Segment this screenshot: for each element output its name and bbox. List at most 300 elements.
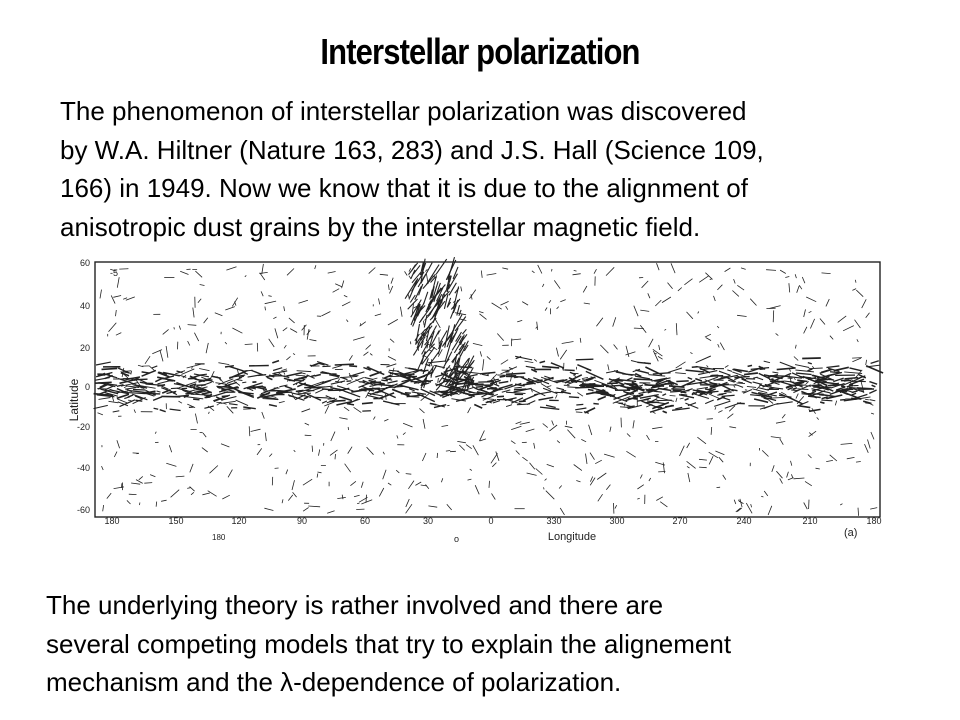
polarization-vector: [734, 377, 749, 378]
polarization-vector: [804, 309, 806, 317]
polarization-vector: [193, 399, 199, 400]
polarization-vector: [634, 328, 644, 329]
polarization-vector: [615, 505, 617, 508]
polarization-vector: [469, 375, 478, 377]
polarization-vector: [305, 423, 309, 425]
polarization-vector: [826, 299, 829, 306]
polarization-vector: [808, 369, 813, 371]
polarization-vector: [870, 400, 876, 401]
slide-title: Interstellar polarization: [320, 31, 640, 72]
polarization-vector: [387, 381, 397, 383]
polarization-vector: [830, 455, 837, 461]
polarization-vector: [652, 412, 655, 414]
polarization-vector: [517, 320, 522, 322]
polarization-vector: [327, 511, 334, 514]
polarization-vector: [722, 395, 735, 396]
polarization-vector: [367, 447, 374, 455]
polarization-vector: [457, 441, 466, 442]
polarization-vector: [171, 490, 180, 498]
polarization-vector: [134, 410, 135, 413]
polarization-vector: [858, 508, 859, 516]
polarization-vector: [403, 423, 412, 427]
polarization-vector: [544, 487, 545, 489]
polarization-vector: [500, 376, 506, 377]
polarization-vector: [303, 508, 309, 512]
polarization-vector: [328, 272, 336, 274]
y-tick-label: 20: [79, 343, 90, 353]
polarization-vector: [855, 320, 861, 328]
polarization-vector: [428, 506, 437, 507]
polarization-vector: [516, 422, 522, 424]
polarization-vector: [647, 435, 650, 440]
polarization-vector: [598, 494, 603, 501]
polarization-vector: [522, 302, 528, 306]
polarization-vector: [692, 393, 709, 398]
polarization-vector: [344, 295, 347, 297]
polarization-vector: [273, 368, 282, 371]
polarization-vector: [319, 449, 320, 455]
polarization-vector: [257, 448, 262, 455]
polarization-vector: [737, 315, 747, 316]
polarization-vector: [648, 375, 665, 377]
polarization-vector: [644, 398, 651, 400]
polarization-vector: [364, 377, 373, 379]
polarization-vector: [725, 268, 731, 272]
polarization-vector: [302, 409, 311, 412]
polarization-vector: [379, 488, 384, 496]
polarization-vector: [752, 392, 758, 393]
polarization-vector: [409, 268, 411, 271]
polarization-vector: [537, 322, 538, 330]
polarization-map-figure: [50, 252, 890, 552]
polarization-vector: [732, 291, 739, 297]
polarization-vector: [199, 369, 209, 371]
polarization-vector: [614, 345, 618, 350]
polarization-vector: [275, 328, 278, 338]
polarization-vector: [607, 383, 618, 384]
polarization-vector: [637, 498, 639, 499]
polarization-vector: [637, 362, 651, 363]
polarization-vector: [375, 314, 381, 316]
polarization-vector: [163, 329, 169, 334]
polarization-vector: [711, 427, 712, 435]
polarization-vector: [795, 274, 796, 278]
intro-line-4: anisotropic dust grains by the interstellar magnetic field.: [60, 211, 701, 242]
polarization-vector: [805, 481, 812, 485]
polarization-vector: [442, 425, 449, 426]
polarization-vector: [215, 383, 227, 385]
polarization-vector: [685, 399, 689, 401]
polarization-vector: [608, 364, 609, 370]
polarization-vector: [265, 307, 266, 311]
polarization-vector: [747, 386, 756, 387]
polarization-vector: [210, 466, 218, 474]
polarization-vector: [606, 485, 610, 490]
outro-line-2: several competing models that try to explain the alignement: [46, 628, 732, 659]
polarization-vector: [799, 285, 802, 289]
polarization-vector: [403, 433, 406, 435]
polarization-vector: [262, 412, 265, 419]
polarization-vector: [575, 387, 594, 388]
polarization-vector: [720, 343, 724, 351]
polarization-vector: [506, 306, 508, 310]
polarization-vector: [699, 467, 707, 468]
polarization-vector: [267, 377, 273, 379]
polarization-vector: [557, 441, 560, 443]
polarization-vector: [840, 400, 845, 401]
polarization-vector: [856, 290, 863, 297]
polarization-vector: [321, 312, 330, 317]
polarization-vector: [270, 396, 276, 398]
polarization-vector: [710, 279, 712, 280]
polarization-vector: [499, 382, 509, 384]
polarization-vector: [785, 277, 789, 278]
polarization-vector: [580, 338, 581, 343]
polarization-vector: [576, 412, 583, 413]
y-tick-label: -40: [76, 463, 90, 473]
polarization-vector: [180, 271, 188, 274]
polarization-vector: [511, 441, 515, 444]
polarization-vector: [437, 453, 438, 458]
polarization-vector: [261, 291, 263, 296]
polarization-vector: [315, 265, 316, 269]
polarization-vector: [154, 408, 159, 409]
polarization-vector: [782, 414, 785, 418]
polarization-vector: [139, 476, 143, 479]
polarization-vector: [223, 403, 226, 404]
polarization-vector: [459, 310, 461, 316]
polarization-vector: [342, 281, 344, 289]
polarization-vector: [322, 401, 327, 403]
polarization-vector: [286, 470, 288, 475]
polarization-vector: [350, 481, 356, 485]
polarization-vector: [117, 440, 120, 448]
x-tick-label: 240: [736, 516, 752, 526]
polarization-vector: [606, 267, 614, 275]
polarization-vector: [274, 371, 288, 373]
polarization-vector: [95, 382, 112, 383]
polarization-vector: [497, 375, 516, 376]
x-tick-label: 0: [488, 516, 494, 526]
polarization-vector: [366, 345, 371, 350]
polarization-vector: [480, 351, 481, 356]
polarization-vector: [318, 472, 322, 473]
polarization-vector: [562, 382, 571, 383]
polarization-vector: [627, 434, 630, 437]
polarization-vector: [804, 327, 807, 334]
polarization-vector: [506, 405, 512, 407]
polarization-vector: [514, 387, 522, 388]
polarization-vector: [269, 454, 272, 457]
polarization-vector: [158, 381, 170, 384]
polarization-vector: [797, 286, 799, 293]
polarization-vector: [804, 503, 808, 510]
polarization-vector: [370, 354, 372, 356]
polarization-vector: [676, 323, 677, 335]
polarization-vector: [502, 268, 508, 269]
polarization-vector: [633, 420, 634, 428]
polarization-vector: [102, 466, 104, 470]
polarization-vector: [718, 411, 722, 413]
polarization-vector: [582, 377, 588, 378]
polarization-vector: [795, 370, 814, 372]
polarization-vector: [808, 396, 821, 397]
polarization-vector: [286, 356, 290, 360]
polarization-vector: [626, 451, 635, 457]
polarization-vector: [212, 376, 221, 378]
polarization-vector: [423, 419, 425, 429]
polarization-vector: [157, 391, 161, 392]
polarization-vector: [527, 473, 537, 475]
polarization-vector: [373, 417, 375, 420]
polarization-vector: [662, 405, 672, 409]
polarization-vector: [850, 368, 862, 371]
polarization-vector: [539, 397, 554, 400]
polarization-vector: [652, 427, 662, 429]
polarization-vector: [520, 422, 530, 424]
polarization-vector: [301, 373, 306, 374]
polarization-vector: [714, 296, 716, 301]
polarization-vector: [211, 371, 215, 379]
polarization-vector: [794, 478, 805, 479]
polarization-vector: [663, 411, 667, 413]
polarization-vector: [812, 366, 814, 368]
polarization-vector: [385, 394, 386, 400]
polarization-vector: [791, 461, 792, 466]
polarization-vector: [202, 392, 212, 394]
polarization-vector: [272, 361, 279, 363]
polarization-vector: [653, 373, 671, 374]
polarization-vector: [624, 403, 625, 407]
polarization-vector: [640, 475, 642, 479]
polarization-vector: [483, 359, 484, 370]
polarization-vector: [545, 308, 547, 311]
polarization-vector: [388, 284, 389, 290]
polarization-vector: [709, 456, 713, 464]
polarization-vector: [392, 368, 394, 377]
polarization-vector: [390, 339, 394, 343]
polarization-vector: [265, 301, 276, 304]
polarization-vector: [218, 363, 229, 365]
polarization-vector: [335, 454, 336, 459]
polarization-vector: [809, 368, 823, 369]
polarization-vector: [526, 366, 536, 368]
polarization-vector: [780, 270, 786, 273]
polarization-vector: [723, 475, 726, 480]
polarization-vector: [169, 445, 171, 452]
polarization-vector: [597, 473, 606, 480]
polarization-vector: [459, 445, 464, 450]
polarization-vector: [547, 464, 554, 467]
polarization-vector: [852, 358, 861, 362]
polarization-vector: [869, 382, 877, 385]
polarization-vector: [642, 281, 649, 288]
polarization-vector: [331, 432, 335, 441]
polarization-vector: [560, 350, 567, 360]
polarization-vector: [627, 378, 633, 380]
polarization-vector: [737, 285, 744, 290]
polarization-vector: [536, 469, 543, 475]
x-tick-label: 90: [296, 516, 308, 526]
polarization-vector: [396, 470, 399, 473]
polarization-vector: [262, 387, 266, 388]
polarization-vector: [871, 361, 879, 364]
polarization-vector: [153, 397, 162, 401]
polarization-vector: [506, 376, 524, 377]
polarization-vector: [796, 373, 812, 374]
polarization-vector: [501, 360, 508, 365]
intro-line-1: The phenomenon of interstellar polarization was discovered: [60, 96, 747, 126]
polarization-vector: [559, 486, 562, 489]
polarization-vector: [289, 318, 295, 323]
polarization-vector: [571, 381, 577, 382]
polarization-vector: [251, 370, 262, 374]
polarization-vector: [776, 421, 785, 423]
polarization-vector: [369, 268, 376, 274]
polarization-vector: [190, 464, 193, 473]
polarization-vector: [795, 345, 796, 349]
polarization-vector: [725, 365, 729, 367]
polarization-vector: [719, 371, 731, 375]
polarization-vector: [127, 500, 131, 504]
polarization-vector: [348, 427, 349, 430]
intro-line-3: 166) in 1949. Now we know that it is due to the alignment of: [60, 173, 748, 203]
polarization-vector: [772, 372, 778, 373]
polarization-vector: [696, 356, 711, 363]
polarization-vector: [469, 290, 475, 299]
polarization-vector: [200, 285, 205, 286]
polarization-vector: [649, 478, 651, 481]
polarization-vector: [871, 413, 874, 414]
polarization-vector: [705, 334, 711, 337]
polarization-vector: [662, 394, 666, 396]
polarization-vector: [634, 379, 653, 380]
polarization-vector: [338, 379, 340, 382]
x-tick-label: 30: [422, 516, 434, 526]
polarization-vector: [834, 367, 849, 370]
polarization-vector: [729, 427, 736, 428]
stray-label: 180: [212, 533, 226, 542]
polarization-vector: [470, 469, 472, 470]
polarization-vector: [556, 348, 558, 357]
polarization-vector: [397, 435, 398, 438]
y-axis-label: Latitude: [67, 378, 81, 422]
polarization-vector: [229, 366, 244, 371]
polarization-vector: [658, 388, 672, 390]
polarization-vector: [245, 344, 253, 345]
polarization-vector: [680, 446, 685, 456]
polarization-vector: [446, 451, 450, 452]
polarization-vector: [412, 265, 416, 270]
y-tick-label: 40: [79, 301, 90, 311]
polarization-vector: [426, 485, 429, 489]
polarization-vector: [313, 380, 331, 387]
polarization-vector: [523, 383, 534, 384]
polarization-vector: [379, 298, 380, 304]
polarization-vector: [142, 370, 156, 376]
polarization-vector: [145, 356, 150, 364]
polarization-vector: [648, 293, 650, 298]
polarization-vector: [574, 465, 582, 471]
polarization-vector: [312, 446, 313, 452]
corner-mark: -5: [110, 268, 119, 278]
polarization-vector: [715, 407, 716, 410]
x-tick-label: 300: [609, 516, 625, 526]
polarization-vector: [670, 396, 676, 397]
polarization-vector: [626, 346, 629, 357]
polarization-vector: [866, 313, 870, 318]
polarization-vector: [789, 283, 790, 292]
polarization-vector: [808, 455, 812, 459]
polarization-vector: [243, 407, 256, 409]
polarization-vector: [546, 491, 555, 500]
polarization-vector: [273, 317, 276, 319]
polarization-vector: [821, 400, 832, 401]
polarization-vector: [678, 288, 682, 291]
polarization-vector: [400, 307, 402, 317]
polarization-vector: [315, 389, 324, 393]
polarization-vector: [133, 390, 146, 391]
polarization-vector: [420, 317, 424, 322]
polarization-vector: [538, 382, 542, 383]
polarization-vector: [546, 405, 556, 407]
polarization-vector: [409, 295, 410, 300]
polarization-vector: [441, 478, 442, 482]
polarization-vector: [687, 443, 690, 448]
polarization-vector: [204, 318, 208, 323]
polarization-vector: [293, 492, 297, 497]
polarization-vector: [634, 306, 638, 317]
polarization-vector: [757, 378, 763, 380]
polarization-vector: [707, 365, 709, 367]
polarization-vector: [102, 368, 118, 369]
polarization-vector: [332, 366, 341, 369]
polarization-vector: [727, 370, 732, 372]
polarization-vector: [540, 407, 559, 409]
polarization-vector: [109, 401, 119, 403]
polarization-vector: [349, 366, 357, 367]
polarization-vector: [496, 452, 499, 461]
polarization-vector: [851, 393, 856, 395]
polarization-vector: [751, 504, 752, 507]
polarization-vector: [654, 396, 659, 398]
polarization-vector: [596, 318, 603, 327]
polarization-vector: [820, 402, 824, 403]
polarization-vectors: [94, 257, 884, 516]
polarization-vector: [717, 326, 719, 328]
polarization-vector: [600, 345, 608, 353]
polarization-vector: [640, 310, 649, 311]
polarization-vector: [649, 339, 654, 347]
polarization-vector: [697, 437, 706, 444]
polarization-vector: [530, 463, 535, 470]
polarization-vector: [422, 453, 426, 461]
polarization-vector: [349, 355, 352, 360]
polarization-vector: [687, 466, 690, 468]
polarization-vector: [868, 440, 871, 449]
x-axis-label: Longitude: [547, 531, 597, 543]
polarization-vector: [195, 414, 197, 424]
polarization-vector: [750, 299, 756, 306]
polarization-vector: [660, 502, 667, 507]
polarization-vector: [384, 419, 388, 421]
polarization-vector: [342, 302, 350, 306]
polarization-vector: [325, 406, 329, 414]
polarization-vector: [116, 310, 117, 316]
polarization-vector: [595, 460, 602, 464]
polarization-vector: [284, 345, 286, 348]
intro-paragraph: [60, 92, 764, 246]
